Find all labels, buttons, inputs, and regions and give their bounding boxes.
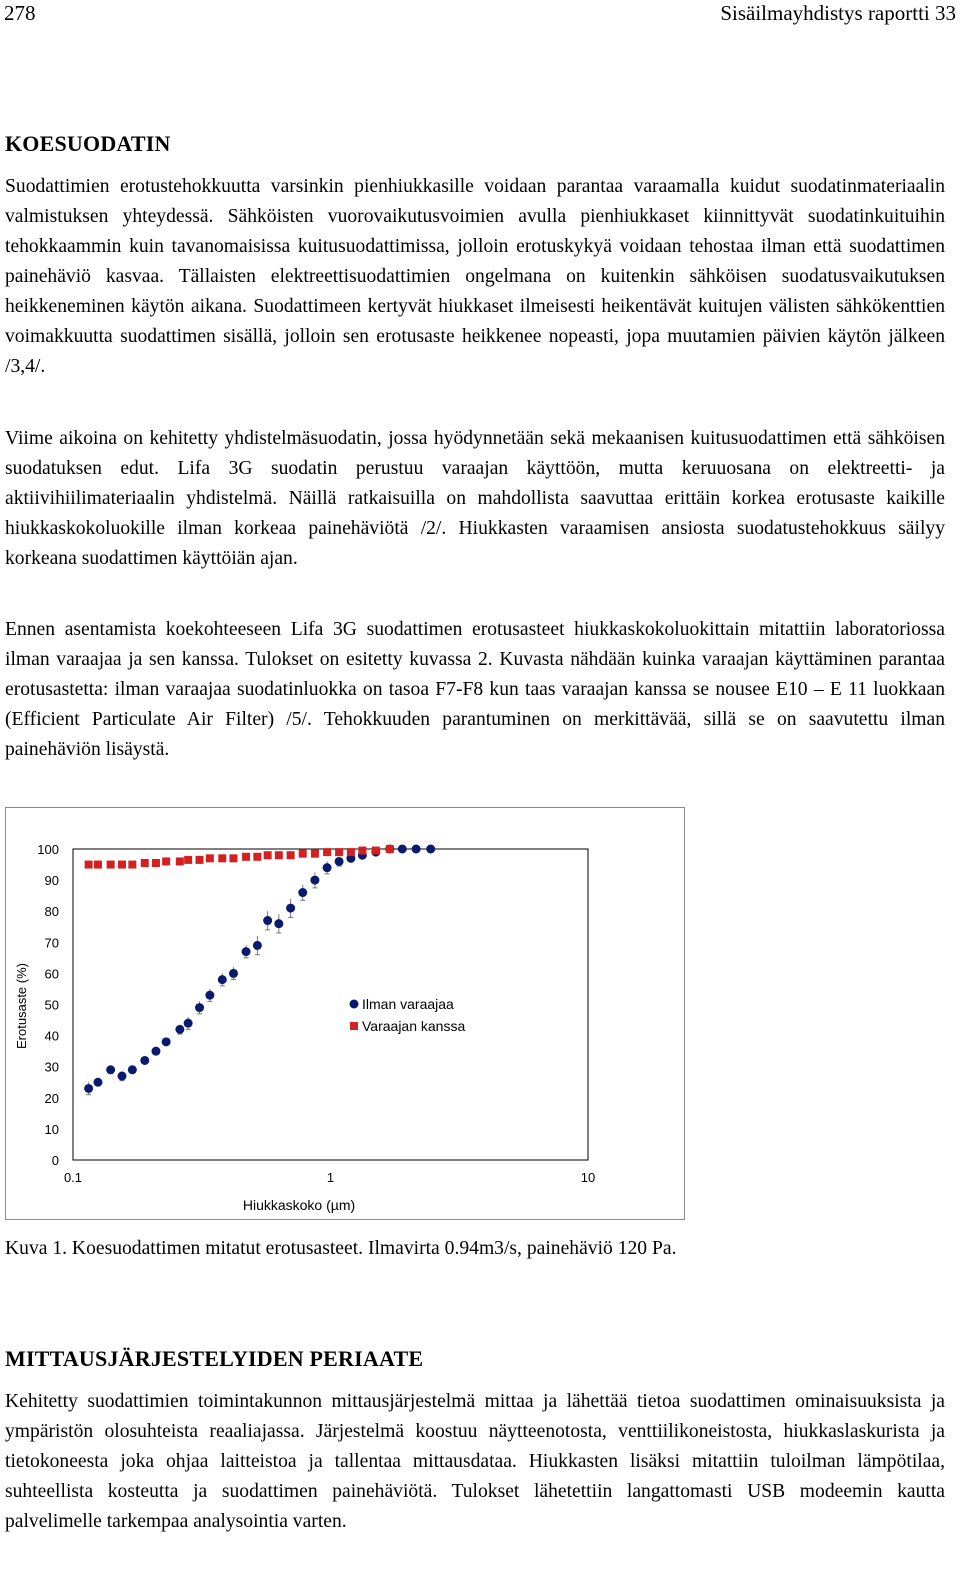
- data-point-ilman-varaajaa: [162, 1037, 171, 1046]
- data-point-ilman-varaajaa: [323, 863, 332, 872]
- legend-marker-ilman-varaajaa: [350, 1000, 359, 1009]
- page-number: 278: [4, 1, 36, 25]
- data-point-ilman-varaajaa: [426, 845, 435, 854]
- running-title: Sisäilmayhdistys raportti 33: [720, 1, 956, 25]
- y-tick-label: 50: [44, 997, 59, 1013]
- data-point-varaajan-kanssa: [347, 848, 355, 856]
- y-tick-label: 10: [44, 1121, 59, 1137]
- data-point-varaajan-kanssa: [287, 851, 295, 859]
- figure-chart: [5, 807, 685, 1220]
- data-point-varaajan-kanssa: [184, 856, 192, 864]
- data-point-ilman-varaajaa: [218, 975, 227, 984]
- data-point-ilman-varaajaa: [175, 1025, 184, 1034]
- data-point-varaajan-kanssa: [253, 853, 261, 861]
- data-point-ilman-varaajaa: [398, 845, 407, 854]
- data-point-varaajan-kanssa: [128, 861, 136, 869]
- y-tick-label: 90: [44, 873, 59, 889]
- y-tick-label: 40: [44, 1028, 59, 1044]
- data-point-varaajan-kanssa: [323, 848, 331, 856]
- y-axis-label: Erotusaste (%): [14, 963, 29, 1049]
- data-point-varaajan-kanssa: [85, 861, 93, 869]
- data-point-ilman-varaajaa: [205, 991, 214, 1000]
- data-point-ilman-varaajaa: [286, 904, 295, 913]
- data-point-ilman-varaajaa: [274, 919, 283, 928]
- data-point-ilman-varaajaa: [263, 916, 272, 925]
- series-ilman-varaajaa: [84, 845, 435, 1095]
- paragraph-4: Kehitetty suodattimien toimintakunnon mittausjärjestelmä mittaa ja lähettää tietoa suodattimen ominaisuuksista ja ympäristön olosuhteista reaaliajassa. Järjestelmä koostuu näytteenotosta, venttiilikoneistosta, hiukkaslaskurista ja tietokoneesta joka ohjaa laitteistoa ja tallentaa mittausdataa. Hiukkasten lisäksi mitattiin tuloilman lämpötilaa, suhteellista kosteutta ja suodattimen painehäviötä. Tulokset lähetettiin langattomasti USB modeemin kautta palvelimelle tarkempaa analysointia varten.: [5, 1391, 945, 1532]
- data-point-ilman-varaajaa: [140, 1056, 149, 1065]
- y-tick-labels: [37, 842, 59, 1168]
- data-point-varaajan-kanssa: [275, 851, 283, 859]
- data-point-ilman-varaajaa: [118, 1072, 127, 1081]
- y-tick-label: 30: [44, 1059, 59, 1075]
- data-point-varaajan-kanssa: [141, 859, 149, 867]
- data-point-ilman-varaajaa: [229, 969, 238, 978]
- data-point-varaajan-kanssa: [162, 857, 170, 865]
- data-point-ilman-varaajaa: [84, 1084, 93, 1093]
- chart-svg: [6, 808, 684, 1219]
- data-point-varaajan-kanssa: [206, 854, 214, 862]
- section-heading-mittausjarjestelyt: MITTAUSJÄRJESTELYIDEN PERIAATE: [5, 1346, 424, 1371]
- section-heading-koesuodatin: KOESUODATIN: [5, 131, 171, 156]
- data-point-ilman-varaajaa: [310, 876, 319, 885]
- data-point-ilman-varaajaa: [151, 1047, 160, 1056]
- data-point-varaajan-kanssa: [335, 848, 343, 856]
- data-point-varaajan-kanssa: [372, 847, 380, 855]
- chart-axes: [73, 849, 588, 1160]
- data-point-varaajan-kanssa: [176, 857, 184, 865]
- paragraph-3: Ennen asentamista koekohteeseen Lifa 3G suodattimen erotusasteet hiukkaskokoluokittain mitattiin laboratoriossa ilman varaajaa ja sen kanssa. Tulokset on esitetty kuvassa 2. Kuvasta nähdään kuinka varaajan käyttäminen parantaa erotusastetta: ilman varaajaa suodatinluokka on tasoa F7-F8 kun taas varaajan kanssa se nousee E10 – E 11 luokkaan (Efficient Particulate Air Filter) /5/. Tehokkuuden parantuminen on merkittävää, sillä se on saavutettu ilman painehäviön lisäystä.: [5, 619, 945, 760]
- legend-label-varaajan-kanssa: Varaajan kanssa: [362, 1018, 466, 1034]
- data-point-varaajan-kanssa: [107, 861, 115, 869]
- data-point-varaajan-kanssa: [229, 854, 237, 862]
- y-tick-label: 60: [44, 966, 59, 982]
- paragraph-1: Suodattimien erotustehokkuutta varsinkin pienhiukkasille voidaan parantaa varaamalla kuidut suodatinmateriaalin valmistuksen yhteydessä. Sähköisten vuorovaikutusvoimien avulla pienhiukkaset kiinnittyvät suodatinkuituihin tehokkaammin kuin tavanomaisissa kuitusuodattimissa, jolloin erotuskykyä voidaan tehostaa ilman että suodattimen painehäviö kasvaa. Tällaisten elektreettisuodattimien ongelmana on kuitenkin sähköisen suodatusvaikutuksen heikkeneminen käytön aikana. Suodattimeen kertyvät hiukkaset ilmeisesti heikentävät kuitujen välisten sähkökenttien voimakkuutta suodattimen sisällä, jolloin sen erotusaste heikkenee nopeasti, jopa muutamien päivien käytön jälkeen /3,4/.: [5, 176, 945, 377]
- data-point-ilman-varaajaa: [106, 1065, 115, 1074]
- data-point-varaajan-kanssa: [264, 851, 272, 859]
- legend-label-ilman-varaajaa: Ilman varaajaa: [362, 996, 454, 1012]
- data-point-varaajan-kanssa: [218, 854, 226, 862]
- data-point-ilman-varaajaa: [412, 845, 421, 854]
- y-tick-label: 80: [44, 904, 59, 920]
- data-point-varaajan-kanssa: [196, 856, 204, 864]
- y-tick-label: 70: [44, 935, 59, 951]
- data-point-ilman-varaajaa: [93, 1078, 102, 1087]
- data-point-varaajan-kanssa: [299, 850, 307, 858]
- chart-legend: [350, 996, 466, 1034]
- x-axis-label: Hiukkaskoko (µm): [242, 1197, 356, 1213]
- figure-caption: Kuva 1. Koesuodattimen mitatut erotusasteet. Ilmavirta 0.94m3/s, painehäviö 120 Pa.: [5, 1238, 677, 1259]
- data-point-ilman-varaajaa: [128, 1065, 137, 1074]
- data-point-ilman-varaajaa: [335, 857, 344, 866]
- data-point-ilman-varaajaa: [242, 947, 251, 956]
- x-tick-label: 0.1: [63, 1170, 83, 1185]
- legend-marker-varaajan-kanssa: [350, 1022, 358, 1030]
- data-point-ilman-varaajaa: [195, 1003, 204, 1012]
- data-point-varaajan-kanssa: [386, 845, 394, 853]
- data-point-varaajan-kanssa: [118, 861, 126, 869]
- data-point-varaajan-kanssa: [242, 853, 250, 861]
- data-point-ilman-varaajaa: [253, 941, 262, 950]
- data-point-varaajan-kanssa: [358, 847, 366, 855]
- data-point-varaajan-kanssa: [311, 850, 319, 858]
- data-point-varaajan-kanssa: [152, 859, 160, 867]
- y-tick-label: 0: [51, 1153, 59, 1168]
- data-point-ilman-varaajaa: [184, 1019, 193, 1028]
- data-point-ilman-varaajaa: [298, 888, 307, 897]
- y-tick-label: 100: [37, 842, 59, 857]
- plot-area-frame: [73, 849, 588, 1160]
- x-tick-label: 10: [580, 1170, 596, 1185]
- y-tick-label: 20: [44, 1090, 59, 1106]
- data-point-varaajan-kanssa: [94, 861, 102, 869]
- x-tick-labels: [64, 1170, 595, 1185]
- x-tick-label: 1: [326, 1170, 335, 1185]
- paragraph-2: Viime aikoina on kehitetty yhdistelmäsuodatin, jossa hyödynnetään sekä mekaanisen kuitusuodattimen että sähköisen suodatuksen edut. Lifa 3G suodatin perustuu varaajan käyttöön, mutta keruuosana on elektreetti- ja aktiivihiilimateriaalin yhdistelmä. Näillä ratkaisuilla on mahdollista saavuttaa erittäin korkea erotusaste kaikille hiukkaskokoluokille ilman korkeaa painehäviötä /2/. Hiukkasten varaamisen ansiosta suodatustehokkuus säilyy korkeana suodattimen käyttöiän ajan.: [5, 428, 945, 569]
